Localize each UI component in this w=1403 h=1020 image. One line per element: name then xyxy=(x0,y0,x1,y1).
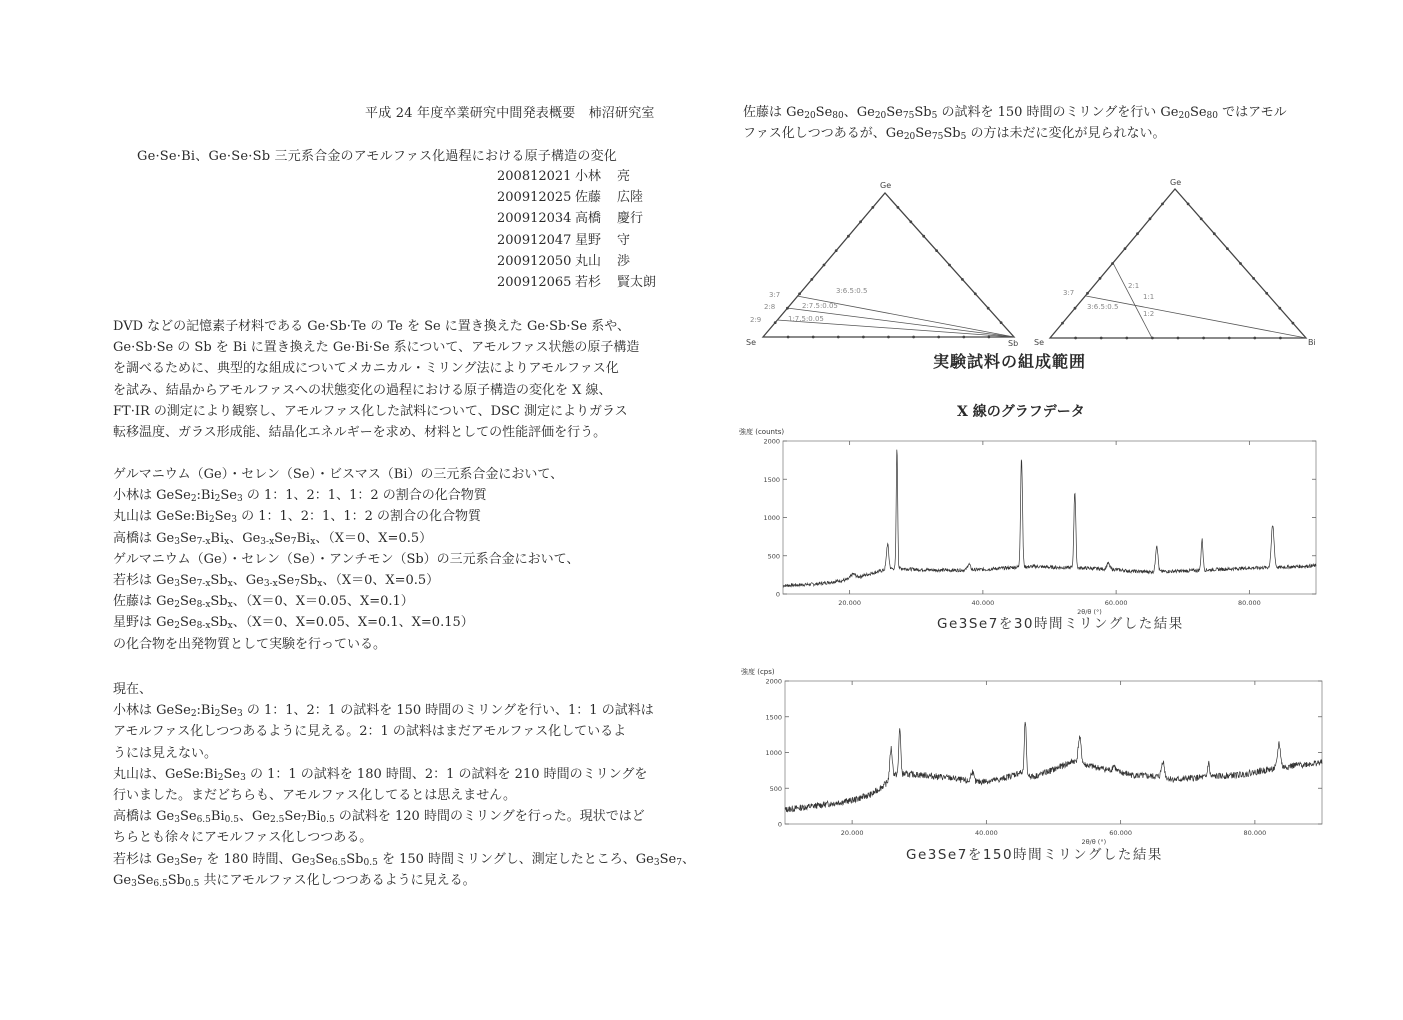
y-tick-label: 500 xyxy=(767,552,780,561)
edge-label: 3:7 xyxy=(769,291,781,299)
ternary-tick xyxy=(1203,337,1205,339)
text-line: 丸山は、$GeSe:Bi_2Se_3$ の 1：1 の試料を 180 時間、2：1 の試料を 210 時間のミリングを xyxy=(113,766,648,783)
ternary-tick xyxy=(787,307,789,309)
ternary-tick xyxy=(1280,337,1282,339)
line-label: 1:2 xyxy=(1143,310,1155,318)
ternary-tick xyxy=(1162,203,1164,205)
line-label: 3:6.5:0.5 xyxy=(1087,303,1119,311)
xrd-chart-150h xyxy=(735,664,1335,864)
ternary-tick xyxy=(1062,322,1064,324)
ternary-tick xyxy=(1100,337,1102,339)
text-line: 若杉は $Ge_3Se_7$ を 180 時間、$Ge_3Se_{6.5}Sb_{0.5}$ を 150 時間ミリングし、測定したところ、$Ge_3Se_7$、 xyxy=(113,851,695,868)
x-tick-label: 40.000 xyxy=(971,599,995,607)
ternary-tick xyxy=(1177,337,1179,339)
ternary-tick xyxy=(1254,337,1256,339)
text-line: ゲルマニウム（Ge）・セレン（Se）・アンチモン（Sb）の三元系合金において、 xyxy=(113,551,580,567)
report-header: 平成 24 年度卒業研究中間発表概要 柿沼研究室 xyxy=(365,106,655,121)
text-line: の化合物を出発物質として実験を行っている。 xyxy=(113,636,387,652)
line-label: 3:6.5:0.5 xyxy=(836,287,868,295)
ternary-tick xyxy=(860,221,862,223)
ternary-tick xyxy=(774,322,776,324)
ternary-tick xyxy=(1149,218,1151,220)
ternary-tick xyxy=(1227,248,1229,250)
ternary-tick xyxy=(1126,337,1128,339)
ternary-tick xyxy=(1074,307,1076,309)
text-line: ファス化しつつあるが、$Ge_{20}Se_{75}Sb_5$ の方は未だに変化が見られない。 xyxy=(743,126,1166,143)
line-label: 2:1 xyxy=(1128,282,1140,290)
progress-paragraph xyxy=(113,679,695,891)
ternary-tick xyxy=(962,279,964,281)
author-surname: 若杉 xyxy=(575,275,602,291)
author-row xyxy=(497,272,656,293)
ternary-tick xyxy=(936,250,938,252)
text-line: ゲルマニウム（Ge）・セレン（Se）・ビスマス（Bi）の三元系合金において、 xyxy=(113,467,564,482)
ternary-tick xyxy=(1213,233,1215,235)
author-id: 200812021 xyxy=(497,169,572,184)
ternary-tick xyxy=(910,221,912,223)
ternary-tick xyxy=(848,235,850,237)
ternary-tick xyxy=(923,235,925,237)
text-line: 若杉は $Ge_3Se_{7-x}Sb_x$、$Ge_{3-x}Se_7Sb_x$、（X＝0、X=0.5） xyxy=(113,573,440,590)
text-line: 丸山は $GeSe:Bi_2Se_3$ の 1：1、2：1、1：2 の割合の化合物質 xyxy=(113,509,482,526)
text-line: FT·IR の測定により観察し、アモルファス化した試料について、DSC 測定によりガラス xyxy=(113,403,628,419)
ternary-diagram-ge-se-sb xyxy=(740,175,1040,350)
author-surname: 丸山 xyxy=(575,253,602,269)
ternary-tick xyxy=(1099,278,1101,280)
author-surname: 星野 xyxy=(575,232,602,248)
author-given: 亮 xyxy=(617,169,631,184)
text-line: 行いました。まだどちらも、アモルファス化してるとは思えません。 xyxy=(113,788,517,804)
text-line: 小林は $GeSe_2:Bi_2Se_3$ の 1：1、2：1、1：2 の割合の化合物質 xyxy=(113,488,487,505)
text-line: $Ge_3Se_{6.5}Sb_{0.5}$ 共にアモルファス化しつつあるように見える。 xyxy=(113,872,476,889)
ternary-tick xyxy=(974,293,976,295)
text-line: 佐藤は $Ge_2Se_{8-x}Sb_x$、（X＝0、X＝0.05、X=0.1） xyxy=(113,594,414,611)
x-tick-label: 60.000 xyxy=(1109,829,1132,837)
text-line: を調べるために、典型的な組成についてメカニカル・ミリング法によりアモルファス化 xyxy=(113,361,619,377)
ternary-diagram-ge-se-bi xyxy=(1030,175,1330,350)
ternary-tick xyxy=(1112,263,1114,265)
vertex-label-top: Ge xyxy=(1170,178,1182,187)
text-line: ちらとも徐々にアモルファス化しつつある。 xyxy=(113,830,373,846)
ternary-tick xyxy=(1075,337,1077,339)
author-surname: 小林 xyxy=(575,169,602,184)
ternary-tick xyxy=(1187,203,1189,205)
ternary-tick xyxy=(787,336,789,338)
author-given: 慶行 xyxy=(617,211,644,227)
chart-caption-150h: Ge3Se7を150時間ミリングした結果 xyxy=(906,847,1163,863)
x-axis-label: 2θ/θ (°) xyxy=(1077,608,1102,616)
ternary-tick xyxy=(811,279,813,281)
text-line: 転移温度、ガラス形成能、結晶化エネルギーを求め、材料としての性能評価を行う。 xyxy=(113,425,607,441)
y-tick-label: 1000 xyxy=(763,514,780,522)
x-tick-label: 80.000 xyxy=(1243,829,1267,837)
vertex-label-right: Sb xyxy=(1008,339,1019,348)
ternary-tick xyxy=(1124,248,1126,250)
ternary-tick xyxy=(872,207,874,209)
ternary-tick xyxy=(1253,278,1255,280)
ternary-tick xyxy=(1228,337,1230,339)
xrd-chart-30h xyxy=(735,422,1335,642)
line-label: 1:1 xyxy=(1143,293,1155,301)
y-tick-label: 2000 xyxy=(765,677,782,686)
author-row xyxy=(497,208,656,229)
ternary-tick xyxy=(812,336,814,338)
ternary-tick xyxy=(823,264,825,266)
ternary-tick xyxy=(1240,263,1242,265)
text-line: 高橋は $Ge_3Se_{6.5}Bi_{0.5}$、$Ge_{2.5}Se_7Bi_{0.5}$ の試料を 120 時間のミリングを行った。現状ではど xyxy=(113,809,645,826)
author-list xyxy=(497,166,656,293)
ternary-tick xyxy=(1279,307,1281,309)
author-id: 200912050 xyxy=(497,253,572,269)
author-id: 200912034 xyxy=(497,211,572,227)
author-id: 200912025 xyxy=(497,190,572,206)
author-surname: 高橋 xyxy=(575,211,602,227)
ternary-tick xyxy=(1137,233,1139,235)
y-tick-label: 1500 xyxy=(763,475,780,484)
text-line: 小林は $GeSe_2:Bi_2Se_3$ の 1：1、2：1 の試料を 150 時間のミリングを行い、1：1 の試料は xyxy=(113,703,654,720)
vertex-label-right: Bi xyxy=(1308,338,1316,347)
ternary-tick xyxy=(1266,292,1268,294)
ternary-tick xyxy=(888,336,890,338)
xrd-pattern-line xyxy=(785,722,1322,812)
author-id: 200912065 xyxy=(497,275,572,291)
author-surname: 佐藤 xyxy=(575,190,602,206)
edge-label: 2:8 xyxy=(764,303,776,311)
x-tick-label: 60.000 xyxy=(1104,599,1128,607)
vertex-label-left: Se xyxy=(1034,338,1044,347)
text-line: を試み、結晶からアモルファスへの状態変化の過程における原子構造の変化を X 線、 xyxy=(113,382,612,398)
x-tick-label: 20.000 xyxy=(838,599,861,607)
text-line: 現在、 xyxy=(113,682,153,697)
y-axis-label: 強度 (cps) xyxy=(741,668,775,676)
text-line: Ge·Sb·Se の Sb を Bi に置き換えた Ge·Bi·Se 系について、アモルファス状態の原子構造 xyxy=(113,340,640,356)
ternary-tick xyxy=(938,336,940,338)
x-tick-label: 20.000 xyxy=(840,829,864,837)
author-given: 守 xyxy=(617,232,631,248)
vertex-label-left: Se xyxy=(746,338,756,347)
plot-frame xyxy=(785,681,1322,824)
plot-frame xyxy=(783,441,1316,594)
sato-note xyxy=(743,102,1287,144)
author-given: 渉 xyxy=(617,253,631,269)
y-tick-label: 2000 xyxy=(763,437,780,446)
ternary-tick xyxy=(987,307,989,309)
y-tick-label: 500 xyxy=(769,784,782,793)
ternary-tick xyxy=(913,336,915,338)
author-row xyxy=(497,230,656,251)
ternary-tick xyxy=(837,336,839,338)
author-row xyxy=(497,187,656,208)
ternary-tick xyxy=(1000,322,1002,324)
x-axis-label: 2θ/θ (°) xyxy=(1081,838,1107,846)
x-tick-label: 40.000 xyxy=(975,829,998,837)
vertex-label-top: Ge xyxy=(880,181,892,190)
ternary-tick xyxy=(1152,337,1154,339)
line-label: 1:7.5:0.05 xyxy=(788,315,824,323)
y-tick-label: 1000 xyxy=(765,749,782,757)
materials-paragraph xyxy=(113,464,579,655)
xrd-pattern-line xyxy=(783,450,1316,587)
ternary-tick xyxy=(963,336,965,338)
ternary-tick xyxy=(988,336,990,338)
edge-label: 3:7 xyxy=(1063,289,1075,297)
ternary-tick xyxy=(863,336,865,338)
text-line: 星野は $Ge_2Se_{8-x}Sb_x$、（X＝0、X=0.05、X=0.1、X=0.15） xyxy=(113,615,474,632)
text-line: 高橋は $Ge_3Se_{7-x}Bi_x$、$Ge_{3-x}Se_7Bi_x$、（X＝0、X=0.5） xyxy=(113,530,433,547)
author-id: 200912047 xyxy=(497,232,572,248)
xray-section-title: X 線のグラフデータ xyxy=(957,404,1085,420)
ternary-tick xyxy=(835,250,837,252)
paper-title: Ge·Se·Bi、Ge·Se·Sb 三元系合金のアモルファス化過程における原子構造の変化 xyxy=(137,149,617,164)
text-line: DVD などの記憶素子材料である Ge·Sb·Te の Te を Se に置き換えた Ge·Sb·Se 系や、 xyxy=(113,319,630,334)
ternary-tick xyxy=(799,293,801,295)
author-given: 広陸 xyxy=(617,190,644,206)
y-tick-label: 0 xyxy=(777,820,782,829)
ternary-tick xyxy=(1087,292,1089,294)
y-axis-label: 強度 (counts) xyxy=(739,428,785,436)
author-row xyxy=(497,166,656,187)
y-tick-label: 1500 xyxy=(765,713,782,722)
chart-caption-30h: Ge3Se7を30時間ミリングした結果 xyxy=(937,616,1184,632)
y-tick-label: 0 xyxy=(775,590,780,599)
author-given: 賢太朗 xyxy=(617,275,657,291)
diagram-caption: 実験試料の組成範囲 xyxy=(933,352,1087,371)
author-row xyxy=(497,251,656,272)
text-line: 佐藤は $Ge_{20}Se_{80}$、$Ge_{20}Se_{75}Sb_5$ の試料を 150 時間のミリングを行い $Ge_{20}Se_{80}$ ではアモル xyxy=(743,105,1287,121)
composition-line xyxy=(1086,296,1306,338)
text-line: うには見えない。 xyxy=(113,745,218,761)
ternary-tick xyxy=(897,207,899,209)
intro-paragraph xyxy=(113,316,639,443)
text-line: アモルファス化しつつあるように見える。2：1 の試料はまだアモルファス化しているよ xyxy=(113,724,627,740)
ternary-tick xyxy=(1200,218,1202,220)
ternary-tick xyxy=(949,264,951,266)
x-tick-label: 80.000 xyxy=(1238,599,1261,607)
edge-label: 2:9 xyxy=(750,316,762,324)
ternary-tick xyxy=(1292,322,1294,324)
triangle-outline xyxy=(1050,189,1306,338)
line-label: 2:7.5:0.05 xyxy=(802,302,838,310)
